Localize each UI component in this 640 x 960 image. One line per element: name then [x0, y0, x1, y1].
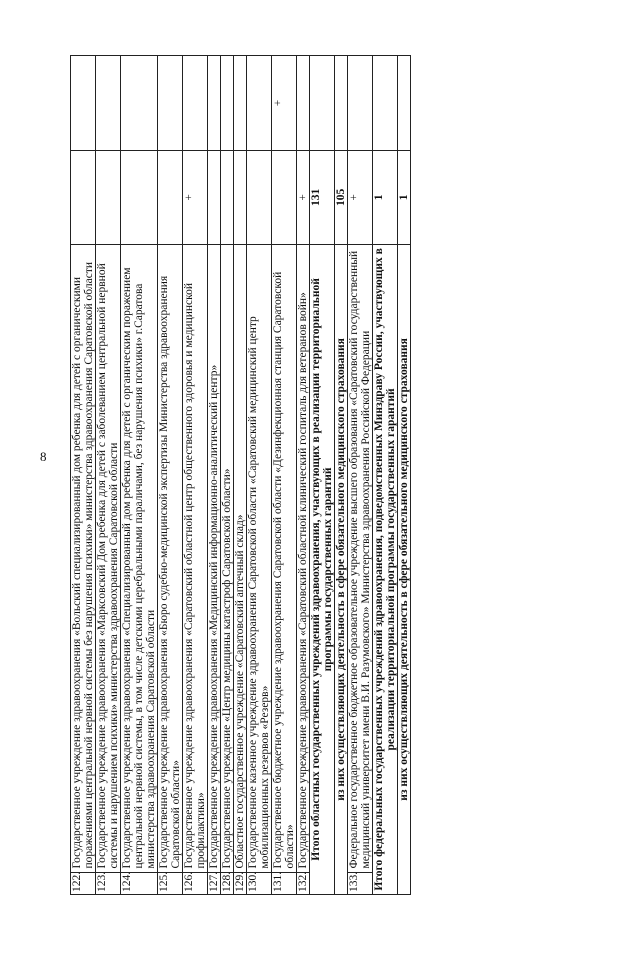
mark-other: [183, 56, 208, 151]
mark-other: [158, 56, 183, 151]
table-row: [297, 56, 310, 895]
table-holder: [70, 55, 640, 960]
mark-oms: [96, 150, 121, 244]
row-number: 127.: [208, 872, 221, 894]
summary-subrow-federal: [398, 56, 411, 895]
row-number: 128.: [221, 872, 234, 894]
row-number: 122.: [71, 872, 96, 894]
summary-row-federal: [373, 56, 398, 895]
summary-sub-label: из них осуществляющих деятельность в сфере обязательного медицинского страхования: [335, 244, 348, 894]
summary-sub-value: 105: [335, 150, 348, 244]
page-number: 8: [40, 449, 47, 464]
summary-subrow-regional: [335, 56, 348, 895]
summary-empty-cell: [373, 56, 398, 151]
mark-other: [247, 56, 272, 151]
institution-name: Государственное учреждение здравоохранения «Саратовский областной центр общественного здоровья и медицинской профилактики»: [183, 244, 208, 872]
summary-label: Итого областных государственных учреждений здравоохранения, участвующих в реализации территориальной программы государственных гарантий: [310, 244, 335, 894]
table-row: [208, 56, 221, 895]
institution-name: Государственное учреждение здравоохранения «Саратовский областной клинический госпиталь для ветеранов войн»: [297, 244, 310, 872]
mark-other: [96, 56, 121, 151]
mark-oms: +: [348, 150, 373, 244]
summary-label: Итого федеральных государственных учреждений здравоохранения, подведомственных Минздраву России, участвующих в реализации территориальной программы государственных гарантий: [373, 244, 398, 894]
row-number: 125.: [158, 872, 183, 894]
mark-other: [208, 56, 221, 151]
mark-oms: [234, 150, 247, 244]
summary-sub-label: из них осуществляющих деятельность в сфере обязательного медицинского страхования: [398, 244, 411, 894]
rotated-table-wrapper: [70, 55, 620, 895]
mark-other: +: [272, 56, 297, 151]
mark-oms: [208, 150, 221, 244]
institution-name: Государственное учреждение здравоохранения «Марксовский Дом ребенка для детей с заболеванием центральной нервной системы и нарушением психики» министерства здравоохранения Саратовской области: [96, 244, 121, 872]
institution-name: Государственное учреждение здравоохранения «Специализированный дом ребенка для детей с органическим поражением центральной нервной системы, в том числе детскими церебральными параличами, без нарушения психики» г.Саратова министерства здравоохранения Саратовской области: [121, 244, 158, 872]
institution-name: Государственное учреждение «Центр медицины катастроф Саратовской области»: [221, 244, 234, 872]
institution-name: Областное государственное учреждение «Саратовский аптечный склад»: [234, 244, 247, 872]
summary-empty-cell: [310, 56, 335, 151]
row-number: 123.: [96, 872, 121, 894]
institution-name: Государственное учреждение здравоохранения «Вольский специализированный дом ребенка для детей с органическими поражениями центральной нервной системы без нарушения психики» министерства здравоохранения Саратовской области: [71, 244, 96, 872]
institution-name: Государственное учреждение здравоохранения «Медицинский информационно-аналитический центр»: [208, 244, 221, 872]
table-row: [183, 56, 208, 895]
table-row: [71, 56, 96, 895]
mark-oms: +: [183, 150, 208, 244]
institution-name: Государственное учреждение здравоохранения «Бюро судебно-медицинской экспертизы Министерства здравоохранения Саратовской области»: [158, 244, 183, 872]
mark-other: [348, 56, 373, 151]
row-number: 129.: [234, 872, 247, 894]
summary-sub-value: 1: [398, 150, 411, 244]
row-number: 126.: [183, 872, 208, 894]
mark-other: [221, 56, 234, 151]
table-body: [71, 56, 411, 895]
mark-oms: +: [297, 150, 310, 244]
table-row: [348, 56, 373, 895]
summary-empty-cell: [398, 56, 411, 151]
summary-value: 1: [373, 150, 398, 244]
mark-other: [297, 56, 310, 151]
mark-other: [71, 56, 96, 151]
mark-oms: [247, 150, 272, 244]
summary-empty-cell: [335, 56, 348, 151]
row-number: 131.: [272, 872, 297, 894]
table-row: [221, 56, 234, 895]
table-row: [121, 56, 158, 895]
row-number: 133.: [348, 872, 373, 894]
row-number: 132.: [297, 872, 310, 894]
mark-oms: [121, 150, 158, 244]
table-row: [234, 56, 247, 895]
institution-name: Федеральное государственное бюджетное образовательное учреждение высшего образования «Саратовский государственный медицинский университет имени В.И. Разумовского» Министерства здравоохранения Российской Федерации: [348, 244, 373, 872]
table-row: [96, 56, 121, 895]
mark-other: [121, 56, 158, 151]
mark-other: [234, 56, 247, 151]
table-row: [158, 56, 183, 895]
mark-oms: [272, 150, 297, 244]
summary-row-regional: [310, 56, 335, 895]
summary-value: 131: [310, 150, 335, 244]
table-row: [247, 56, 272, 895]
institutions-table: [70, 55, 411, 895]
mark-oms: [221, 150, 234, 244]
table-row: [272, 56, 297, 895]
mark-oms: [158, 150, 183, 244]
institution-name: Государственное бюджетное учреждение здравоохранения Саратовской области «Дезинфекционная станция Саратовской области»: [272, 244, 297, 872]
row-number: 130.: [247, 872, 272, 894]
row-number: 124.: [121, 872, 158, 894]
institution-name: Государственное казенное учреждение здравоохранения Саратовской области «Саратовский медицинский центр мобилизационных резервов «Резерв»: [247, 244, 272, 872]
mark-oms: [71, 150, 96, 244]
